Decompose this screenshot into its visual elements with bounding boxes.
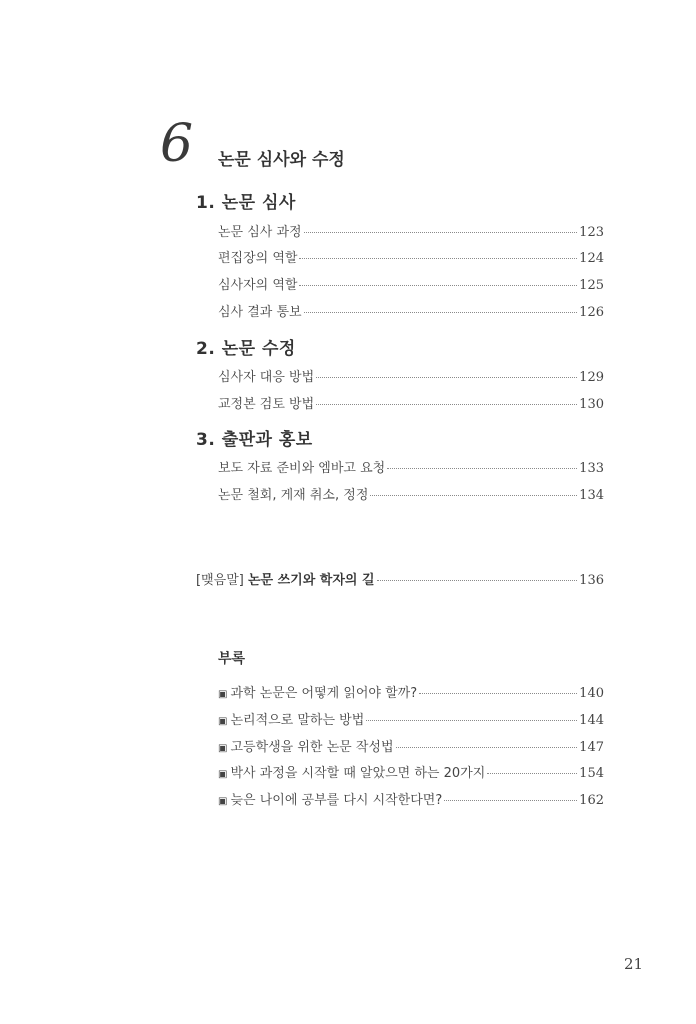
appendix-entry-label: [218, 682, 417, 701]
appendix-entry-page: 147: [579, 740, 604, 755]
square-bullet-icon: ▣: [218, 796, 228, 807]
toc-entry-page: 125: [579, 278, 604, 293]
toc-entry[interactable]: [218, 247, 604, 266]
appendix-entry-page: 162: [579, 793, 604, 808]
square-bullet-icon: ▣: [218, 769, 228, 780]
toc-entry-page: 134: [579, 488, 604, 503]
dot-leader: [299, 285, 577, 286]
toc-entry[interactable]: [218, 393, 604, 412]
toc-entry-label: 논문 철회, 게재 취소, 정정: [218, 488, 369, 503]
appendix-entry-text: 논리적으로 말하는 방법: [230, 713, 365, 728]
dot-leader: [444, 800, 577, 801]
dot-leader: [396, 747, 578, 748]
dot-leader: [316, 377, 577, 378]
appendix-entry-text: 늦은 나이에 공부를 다시 시작한다면?: [230, 793, 443, 808]
toc-entry-page: 126: [579, 305, 604, 320]
appendix-entry-text: 고등학생을 위한 논문 작성법: [230, 740, 394, 755]
appendix-entry-text: 박사 과정을 시작할 때 알았으면 하는 20가지: [230, 766, 486, 781]
closing-title: 논문 쓰기와 학자의 길: [247, 573, 375, 588]
closing-page: 136: [579, 573, 604, 588]
dot-leader: [304, 232, 578, 233]
dot-leader: [299, 258, 577, 259]
toc-entry[interactable]: [218, 221, 604, 240]
section-title-3: 3. 출판과 홍보: [196, 430, 313, 450]
toc-entry-page: 129: [579, 370, 604, 385]
toc-entry-label: 교정본 검토 방법: [218, 397, 315, 412]
toc-entry[interactable]: [218, 457, 604, 476]
toc-entry-label: 심사 결과 통보: [218, 305, 302, 320]
closing-prefix: [맺음말]: [196, 573, 244, 588]
appendix-entry-text: 과학 논문은 어떻게 읽어야 할까?: [230, 686, 418, 701]
dot-leader: [316, 404, 577, 405]
closing-label: [196, 569, 375, 588]
toc-entry-page: 133: [579, 461, 604, 476]
appendix-entry[interactable]: [218, 789, 604, 808]
appendix-entry[interactable]: [218, 682, 604, 701]
dot-leader: [487, 773, 577, 774]
page-number: 21: [624, 955, 644, 973]
appendix-entry[interactable]: [218, 736, 604, 755]
toc-entry[interactable]: [218, 366, 604, 385]
appendix-entry-page: 154: [579, 766, 604, 781]
toc-entry-page: 123: [579, 225, 604, 240]
section-title-1: 1. 논문 심사: [196, 193, 296, 213]
section-title-2: 2. 논문 수정: [196, 339, 296, 359]
square-bullet-icon: ▣: [218, 689, 228, 700]
toc-entry-label: 심사자의 역할: [218, 278, 298, 293]
square-bullet-icon: ▣: [218, 743, 228, 754]
dot-leader: [366, 720, 577, 721]
toc-entry[interactable]: [218, 274, 604, 293]
toc-entry-label: 편집장의 역할: [218, 251, 298, 266]
dot-leader: [377, 580, 578, 581]
dot-leader: [370, 495, 577, 496]
toc-entry-label: 보도 자료 준비와 엠바고 요청: [218, 461, 386, 476]
chapter-title: 논문 심사와 수정: [218, 150, 345, 170]
appendix-entry-page: 140: [579, 686, 604, 701]
closing-entry[interactable]: [196, 569, 604, 588]
toc-entry-label: 논문 심사 과정: [218, 225, 302, 240]
dot-leader: [419, 693, 577, 694]
toc-entry-page: 130: [579, 397, 604, 412]
toc-entry-label: 심사자 대응 방법: [218, 370, 315, 385]
toc-entry[interactable]: [218, 301, 604, 320]
toc-entry-page: 124: [579, 251, 604, 266]
chapter-number: 6: [160, 114, 194, 174]
appendix-entry-label: [218, 789, 442, 808]
appendix-entry[interactable]: [218, 762, 604, 781]
square-bullet-icon: ▣: [218, 716, 228, 727]
dot-leader: [304, 312, 578, 313]
dot-leader: [387, 468, 577, 469]
appendix-title: 부록: [218, 651, 246, 667]
appendix-entry-label: [218, 762, 485, 781]
appendix-entry-page: 144: [579, 713, 604, 728]
appendix-entry-label: [218, 709, 364, 728]
appendix-entry-label: [218, 736, 394, 755]
appendix-entry[interactable]: [218, 709, 604, 728]
toc-entry[interactable]: [218, 484, 604, 503]
